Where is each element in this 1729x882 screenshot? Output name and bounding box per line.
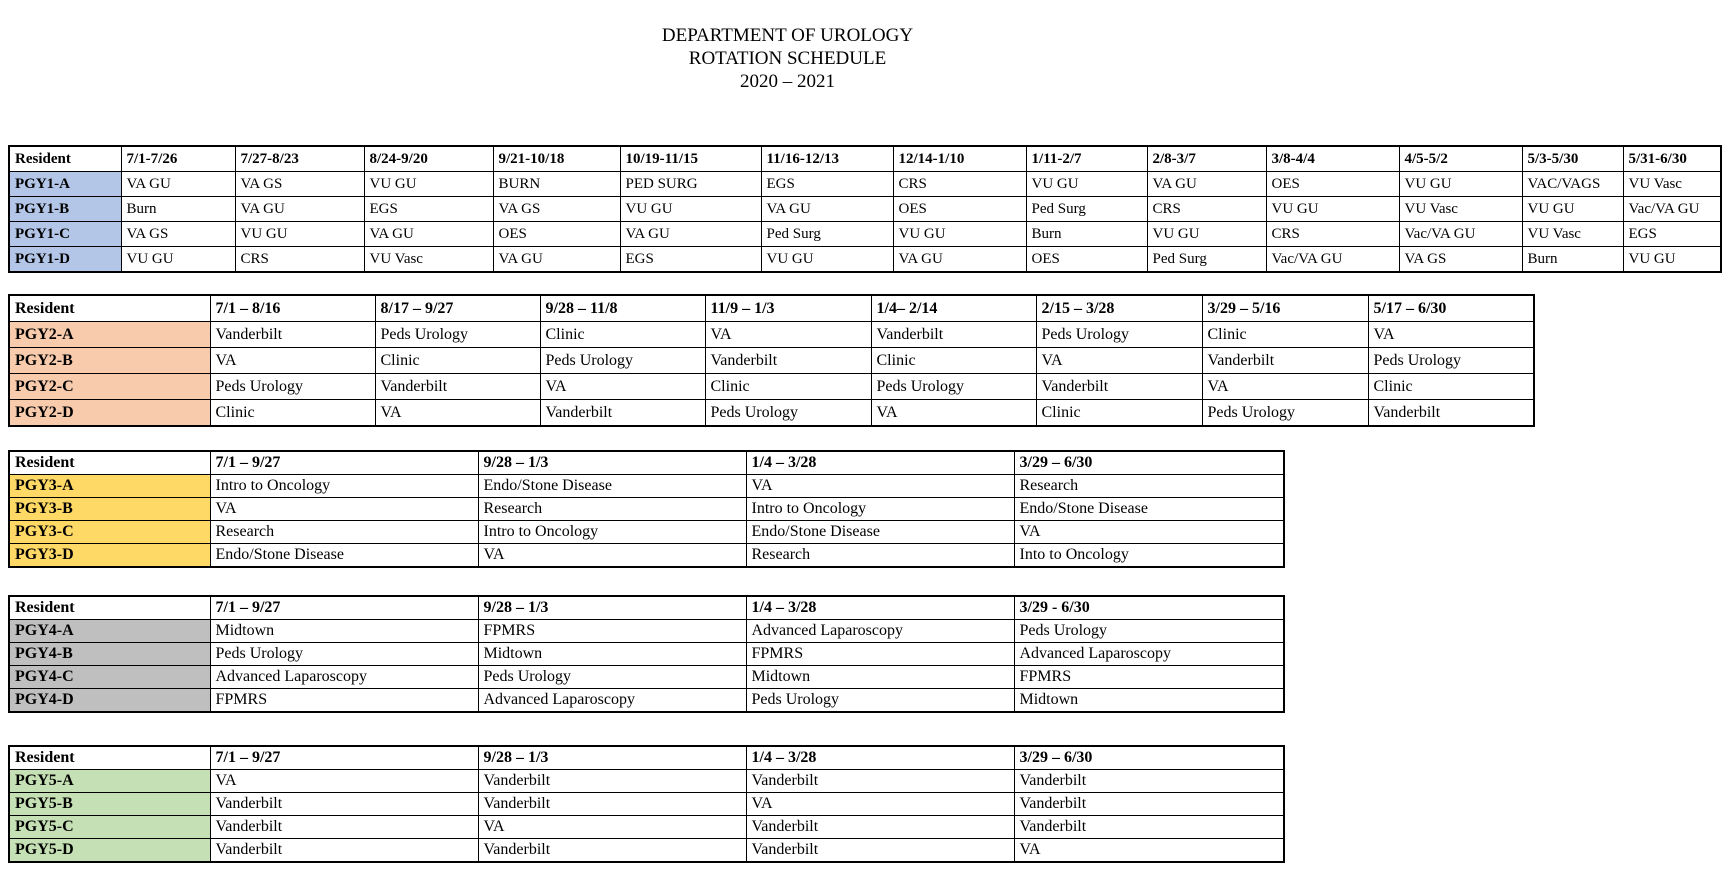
rotation-cell: Vanderbilt bbox=[1014, 793, 1284, 816]
rotation-cell: OES bbox=[493, 222, 620, 247]
resident-label-cell: PGY4-D bbox=[9, 689, 210, 713]
rotation-cell: Vanderbilt bbox=[705, 348, 871, 374]
date-column-header: 10/19-11/15 bbox=[620, 146, 761, 172]
rotation-cell: VU Vasc bbox=[1522, 222, 1623, 247]
pgy4-schedule-table bbox=[8, 595, 1285, 713]
rotation-cell: VAC/VAGS bbox=[1522, 172, 1623, 197]
pgy3-schedule-table bbox=[8, 450, 1285, 568]
resident-column-header: Resident bbox=[9, 596, 210, 620]
rotation-cell: Burn bbox=[121, 197, 235, 222]
table-row bbox=[9, 348, 1534, 374]
rotation-cell: Vanderbilt bbox=[210, 322, 375, 348]
rotation-cell: CRS bbox=[1266, 222, 1399, 247]
date-column-header: 9/28 – 11/8 bbox=[540, 295, 705, 322]
pgy1-schedule-table bbox=[8, 145, 1722, 273]
rotation-cell: Vanderbilt bbox=[478, 770, 746, 793]
rotation-cell: Into to Oncology bbox=[1014, 544, 1284, 568]
resident-column-header: Resident bbox=[9, 295, 210, 322]
rotation-cell: VU GU bbox=[1623, 247, 1721, 273]
rotation-cell: VA GS bbox=[1399, 247, 1522, 273]
rotation-cell: Clinic bbox=[210, 400, 375, 427]
rotation-cell: EGS bbox=[761, 172, 893, 197]
rotation-cell: VU Vasc bbox=[1623, 172, 1721, 197]
rotation-cell: Vac/VA GU bbox=[1623, 197, 1721, 222]
rotation-cell: Intro to Oncology bbox=[746, 498, 1014, 521]
rotation-cell: VU GU bbox=[620, 197, 761, 222]
table-row bbox=[9, 400, 1534, 427]
table-row bbox=[9, 498, 1284, 521]
header-row bbox=[9, 295, 1534, 322]
rotation-cell: Peds Urology bbox=[375, 322, 540, 348]
rotation-cell: Advanced Laparoscopy bbox=[478, 689, 746, 713]
rotation-cell: FPMRS bbox=[210, 689, 478, 713]
rotation-cell: Research bbox=[1014, 475, 1284, 498]
rotation-cell: EGS bbox=[620, 247, 761, 273]
table-row bbox=[9, 770, 1284, 793]
rotation-cell: Vanderbilt bbox=[478, 793, 746, 816]
rotation-cell: VA bbox=[1202, 374, 1368, 400]
rotation-cell: VA GU bbox=[1147, 172, 1266, 197]
rotation-cell: VA bbox=[210, 498, 478, 521]
date-column-header: 11/16-12/13 bbox=[761, 146, 893, 172]
rotation-cell: Advanced Laparoscopy bbox=[210, 666, 478, 689]
rotation-cell: VA bbox=[1014, 839, 1284, 863]
date-column-header: 7/27-8/23 bbox=[235, 146, 364, 172]
rotation-cell: VA GU bbox=[893, 247, 1026, 273]
rotation-cell: Clinic bbox=[1202, 322, 1368, 348]
table-row bbox=[9, 816, 1284, 839]
rotation-cell: VU GU bbox=[1522, 197, 1623, 222]
table-row bbox=[9, 643, 1284, 666]
date-column-header: 3/29 – 6/30 bbox=[1014, 746, 1284, 770]
rotation-cell: VA bbox=[210, 348, 375, 374]
date-column-header: 2/15 – 3/28 bbox=[1036, 295, 1202, 322]
rotation-cell: VU GU bbox=[1026, 172, 1147, 197]
table-row bbox=[9, 197, 1721, 222]
rotation-cell: FPMRS bbox=[1014, 666, 1284, 689]
rotation-cell: VU GU bbox=[121, 247, 235, 273]
rotation-cell: CRS bbox=[235, 247, 364, 273]
rotation-cell: Research bbox=[210, 521, 478, 544]
table-row bbox=[9, 475, 1284, 498]
title-line-schedule: ROTATION SCHEDULE bbox=[688, 48, 887, 69]
resident-label-cell: PGY2-D bbox=[9, 400, 210, 427]
rotation-cell: Vanderbilt bbox=[1202, 348, 1368, 374]
date-column-header: 9/28 – 1/3 bbox=[478, 746, 746, 770]
rotation-cell: Clinic bbox=[705, 374, 871, 400]
date-column-header: 3/8-4/4 bbox=[1266, 146, 1399, 172]
rotation-cell: VU Vasc bbox=[364, 247, 493, 273]
rotation-cell: VA bbox=[375, 400, 540, 427]
resident-label-cell: PGY5-D bbox=[9, 839, 210, 863]
rotation-cell: Peds Urology bbox=[1368, 348, 1534, 374]
table-row bbox=[9, 172, 1721, 197]
rotation-cell: Peds Urology bbox=[210, 643, 478, 666]
date-column-header: 1/4 – 3/28 bbox=[746, 596, 1014, 620]
rotation-cell: CRS bbox=[893, 172, 1026, 197]
rotation-cell: Vanderbilt bbox=[1368, 400, 1534, 427]
resident-column-header: Resident bbox=[9, 746, 210, 770]
resident-label-cell: PGY4-B bbox=[9, 643, 210, 666]
date-column-header: 12/14-1/10 bbox=[893, 146, 1026, 172]
rotation-cell: Peds Urology bbox=[1202, 400, 1368, 427]
resident-label-cell: PGY3-A bbox=[9, 475, 210, 498]
rotation-cell: VA bbox=[746, 793, 1014, 816]
rotation-cell: Vanderbilt bbox=[746, 839, 1014, 863]
date-column-header: 5/31-6/30 bbox=[1623, 146, 1721, 172]
date-column-header: 2/8-3/7 bbox=[1147, 146, 1266, 172]
rotation-cell: VA GS bbox=[235, 172, 364, 197]
table-row bbox=[9, 322, 1534, 348]
rotation-cell: VU GU bbox=[1147, 222, 1266, 247]
resident-label-cell: PGY5-C bbox=[9, 816, 210, 839]
pgy5-schedule-table bbox=[8, 745, 1285, 863]
rotation-cell: Burn bbox=[1522, 247, 1623, 273]
table-row bbox=[9, 666, 1284, 689]
rotation-cell: FPMRS bbox=[746, 643, 1014, 666]
header-row bbox=[9, 596, 1284, 620]
rotation-cell: Intro to Oncology bbox=[210, 475, 478, 498]
rotation-cell: VU GU bbox=[1399, 172, 1522, 197]
table-row bbox=[9, 222, 1721, 247]
resident-column-header: Resident bbox=[9, 146, 121, 172]
resident-label-cell: PGY5-B bbox=[9, 793, 210, 816]
rotation-cell: Vanderbilt bbox=[1014, 816, 1284, 839]
date-column-header: 3/29 - 6/30 bbox=[1014, 596, 1284, 620]
rotation-cell: VA bbox=[1014, 521, 1284, 544]
rotation-cell: Peds Urology bbox=[705, 400, 871, 427]
rotation-cell: Ped Surg bbox=[1147, 247, 1266, 273]
rotation-cell: Advanced Laparoscopy bbox=[1014, 643, 1284, 666]
rotation-cell: VA GU bbox=[235, 197, 364, 222]
rotation-cell: Endo/Stone Disease bbox=[746, 521, 1014, 544]
rotation-cell: VU Vasc bbox=[1399, 197, 1522, 222]
resident-label-cell: PGY2-A bbox=[9, 322, 210, 348]
rotation-cell: VA bbox=[746, 475, 1014, 498]
resident-label-cell: PGY3-D bbox=[9, 544, 210, 568]
date-column-header: 8/17 – 9/27 bbox=[375, 295, 540, 322]
rotation-cell: Clinic bbox=[1036, 400, 1202, 427]
rotation-cell: BURN bbox=[493, 172, 620, 197]
date-column-header: 7/1 – 9/27 bbox=[210, 596, 478, 620]
table-row bbox=[9, 620, 1284, 643]
rotation-cell: Research bbox=[746, 544, 1014, 568]
date-column-header: 7/1 – 8/16 bbox=[210, 295, 375, 322]
rotation-cell: Endo/Stone Disease bbox=[210, 544, 478, 568]
rotation-cell: VA bbox=[871, 400, 1036, 427]
date-column-header: 11/9 – 1/3 bbox=[705, 295, 871, 322]
title-line-department: DEPARTMENT OF UROLOGY bbox=[661, 25, 914, 46]
rotation-cell: OES bbox=[1026, 247, 1147, 273]
rotation-cell: Peds Urology bbox=[540, 348, 705, 374]
title-line-years: 2020 – 2021 bbox=[740, 71, 835, 92]
rotation-cell: VA bbox=[478, 816, 746, 839]
date-column-header: 7/1 – 9/27 bbox=[210, 746, 478, 770]
rotation-cell: VU GU bbox=[364, 172, 493, 197]
document-title bbox=[0, 24, 1575, 93]
date-column-header: 9/28 – 1/3 bbox=[478, 451, 746, 475]
rotation-cell: Midtown bbox=[478, 643, 746, 666]
rotation-cell: VA GU bbox=[761, 197, 893, 222]
rotation-cell: Vanderbilt bbox=[871, 322, 1036, 348]
header-row bbox=[9, 746, 1284, 770]
table-row bbox=[9, 374, 1534, 400]
rotation-cell: EGS bbox=[364, 197, 493, 222]
rotation-cell: Vanderbilt bbox=[1036, 374, 1202, 400]
rotation-cell: VU GU bbox=[235, 222, 364, 247]
resident-label-cell: PGY1-B bbox=[9, 197, 121, 222]
rotation-cell: CRS bbox=[1147, 197, 1266, 222]
resident-label-cell: PGY3-C bbox=[9, 521, 210, 544]
rotation-cell: Midtown bbox=[746, 666, 1014, 689]
date-column-header: 9/28 – 1/3 bbox=[478, 596, 746, 620]
header-row bbox=[9, 146, 1721, 172]
rotation-cell: OES bbox=[893, 197, 1026, 222]
rotation-cell: Vanderbilt bbox=[540, 400, 705, 427]
rotation-cell: Ped Surg bbox=[761, 222, 893, 247]
rotation-cell: Vanderbilt bbox=[210, 839, 478, 863]
table-row bbox=[9, 247, 1721, 273]
rotation-cell: OES bbox=[1266, 172, 1399, 197]
rotation-cell: VA GU bbox=[493, 247, 620, 273]
date-column-header: 1/4 – 3/28 bbox=[746, 451, 1014, 475]
resident-label-cell: PGY4-C bbox=[9, 666, 210, 689]
rotation-cell: Research bbox=[478, 498, 746, 521]
rotation-cell: Peds Urology bbox=[871, 374, 1036, 400]
rotation-cell: Peds Urology bbox=[746, 689, 1014, 713]
rotation-cell: Ped Surg bbox=[1026, 197, 1147, 222]
rotation-cell: Clinic bbox=[540, 322, 705, 348]
rotation-cell: VA GS bbox=[121, 222, 235, 247]
resident-label-cell: PGY1-D bbox=[9, 247, 121, 273]
rotation-cell: Clinic bbox=[871, 348, 1036, 374]
resident-column-header: Resident bbox=[9, 451, 210, 475]
rotation-cell: Peds Urology bbox=[210, 374, 375, 400]
rotation-cell: Vac/VA GU bbox=[1399, 222, 1522, 247]
header-row bbox=[9, 451, 1284, 475]
pgy2-schedule-table bbox=[8, 294, 1535, 427]
rotation-cell: Vac/VA GU bbox=[1266, 247, 1399, 273]
rotation-cell: EGS bbox=[1623, 222, 1721, 247]
resident-label-cell: PGY2-B bbox=[9, 348, 210, 374]
table-row bbox=[9, 793, 1284, 816]
table-row bbox=[9, 521, 1284, 544]
rotation-cell: Vanderbilt bbox=[1014, 770, 1284, 793]
rotation-cell: VA GU bbox=[620, 222, 761, 247]
resident-label-cell: PGY1-A bbox=[9, 172, 121, 197]
date-column-header: 1/11-2/7 bbox=[1026, 146, 1147, 172]
rotation-cell: Vanderbilt bbox=[210, 816, 478, 839]
resident-label-cell: PGY3-B bbox=[9, 498, 210, 521]
rotation-cell: Clinic bbox=[375, 348, 540, 374]
table-row bbox=[9, 839, 1284, 863]
rotation-cell: Burn bbox=[1026, 222, 1147, 247]
rotation-cell: Vanderbilt bbox=[478, 839, 746, 863]
rotation-cell: Vanderbilt bbox=[375, 374, 540, 400]
rotation-cell: VA bbox=[540, 374, 705, 400]
rotation-cell: PED SURG bbox=[620, 172, 761, 197]
rotation-cell: Vanderbilt bbox=[746, 816, 1014, 839]
date-column-header: 7/1 – 9/27 bbox=[210, 451, 478, 475]
table-row bbox=[9, 544, 1284, 568]
resident-label-cell: PGY4-A bbox=[9, 620, 210, 643]
date-column-header: 9/21-10/18 bbox=[493, 146, 620, 172]
date-column-header: 3/29 – 6/30 bbox=[1014, 451, 1284, 475]
rotation-cell: VU GU bbox=[1266, 197, 1399, 222]
rotation-cell: Midtown bbox=[210, 620, 478, 643]
rotation-cell: Clinic bbox=[1368, 374, 1534, 400]
rotation-cell: Vanderbilt bbox=[746, 770, 1014, 793]
date-column-header: 3/29 – 5/16 bbox=[1202, 295, 1368, 322]
date-column-header: 1/4– 2/14 bbox=[871, 295, 1036, 322]
rotation-cell: VA bbox=[478, 544, 746, 568]
rotation-cell: VA GU bbox=[364, 222, 493, 247]
rotation-cell: VA GS bbox=[493, 197, 620, 222]
rotation-cell: Peds Urology bbox=[1014, 620, 1284, 643]
rotation-cell: VA bbox=[1368, 322, 1534, 348]
rotation-cell: Midtown bbox=[1014, 689, 1284, 713]
rotation-cell: VA GU bbox=[121, 172, 235, 197]
rotation-cell: FPMRS bbox=[478, 620, 746, 643]
date-column-header: 7/1-7/26 bbox=[121, 146, 235, 172]
rotation-cell: Peds Urology bbox=[478, 666, 746, 689]
rotation-cell: Endo/Stone Disease bbox=[478, 475, 746, 498]
date-column-header: 5/17 – 6/30 bbox=[1368, 295, 1534, 322]
rotation-cell: VU GU bbox=[761, 247, 893, 273]
rotation-cell: VA bbox=[1036, 348, 1202, 374]
resident-label-cell: PGY1-C bbox=[9, 222, 121, 247]
date-column-header: 1/4 – 3/28 bbox=[746, 746, 1014, 770]
rotation-cell: Vanderbilt bbox=[210, 793, 478, 816]
rotation-cell: Peds Urology bbox=[1036, 322, 1202, 348]
date-column-header: 8/24-9/20 bbox=[364, 146, 493, 172]
rotation-cell: VA bbox=[210, 770, 478, 793]
date-column-header: 4/5-5/2 bbox=[1399, 146, 1522, 172]
resident-label-cell: PGY5-A bbox=[9, 770, 210, 793]
date-column-header: 5/3-5/30 bbox=[1522, 146, 1623, 172]
table-row bbox=[9, 689, 1284, 713]
rotation-cell: VU GU bbox=[893, 222, 1026, 247]
rotation-cell: VA bbox=[705, 322, 871, 348]
resident-label-cell: PGY2-C bbox=[9, 374, 210, 400]
rotation-cell: Endo/Stone Disease bbox=[1014, 498, 1284, 521]
rotation-cell: Advanced Laparoscopy bbox=[746, 620, 1014, 643]
rotation-cell: Intro to Oncology bbox=[478, 521, 746, 544]
